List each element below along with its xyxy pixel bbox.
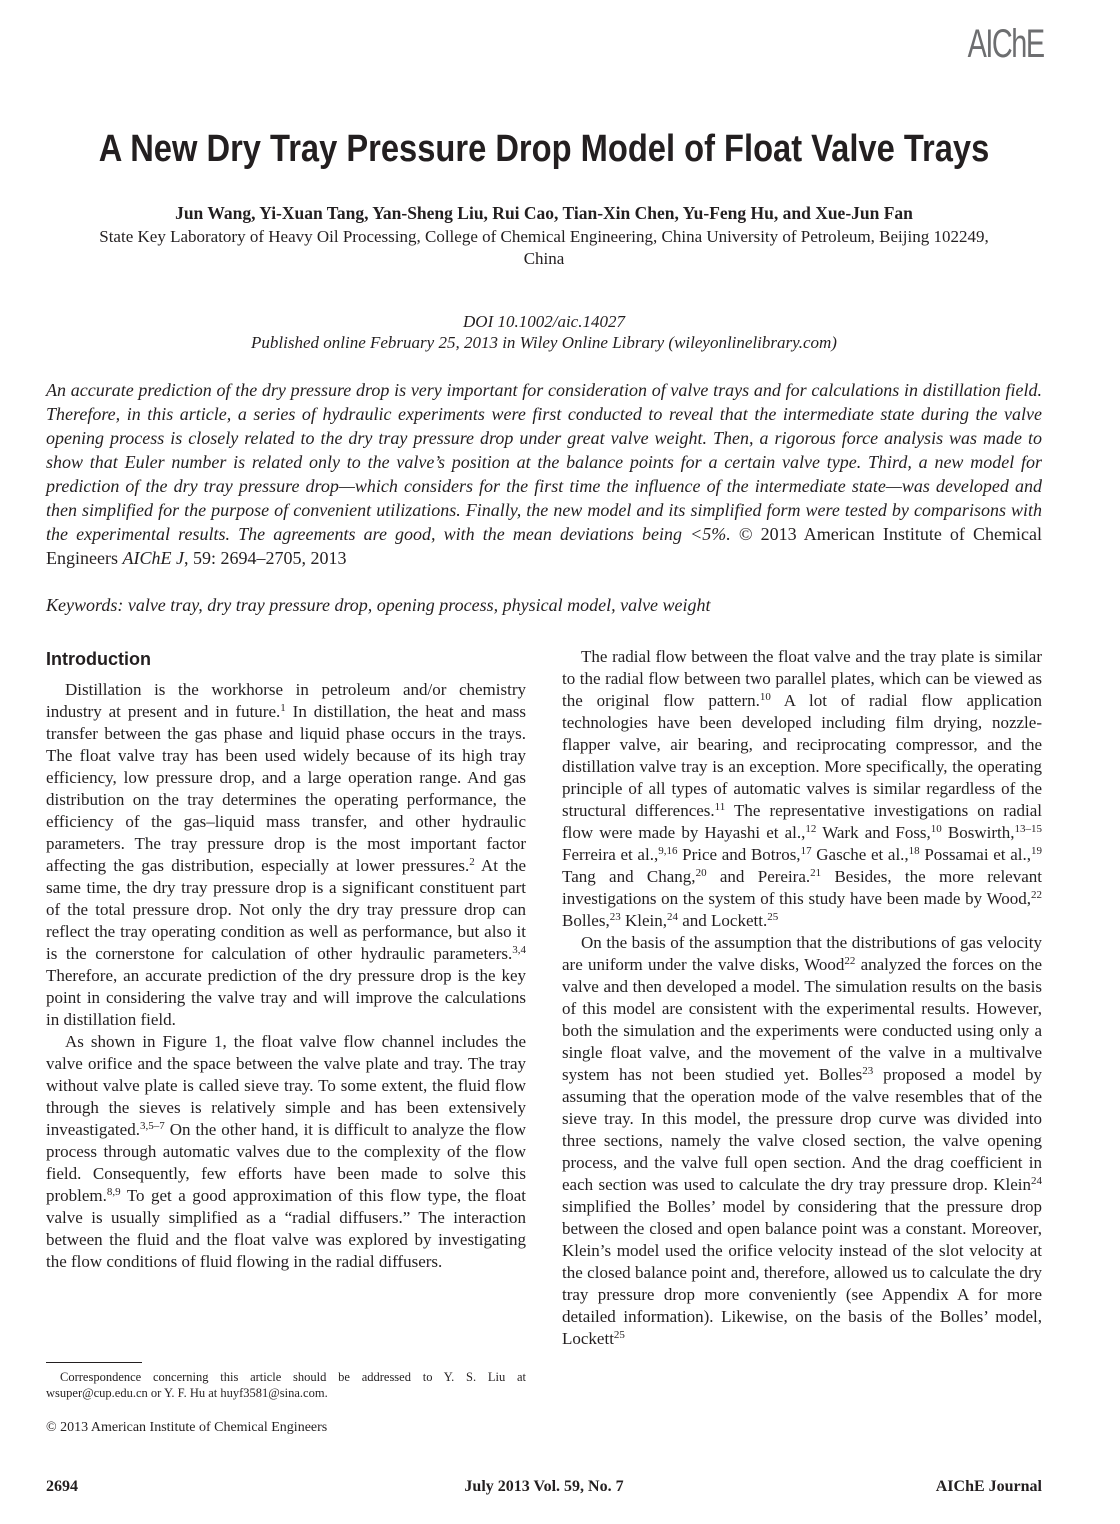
text-run: analyzed the forces on the valve and then developed a model. The simulation results on the basis of this model are consistent with the experimental results. However, both the simulation and the experiments were conducted using only a single float valve, and the movement of the valve in a multivalve system has not been studied yet. Bolles (562, 955, 1042, 1084)
abstract-citation: , 59: 2694–2705, 2013 (183, 548, 347, 568)
affiliation: State Key Laboratory of Heavy Oil Processing, College of Chemical Engineering, China University of Petroleum, Beijing 102249, China (99, 227, 989, 268)
abstract-journal: AIChE J (122, 548, 184, 568)
text-run: Bolles, (562, 911, 610, 930)
text-run: Klein, (620, 911, 667, 930)
text-run: Besides, the more relevant investigations on the system of this study have been made by Wood, (562, 867, 1042, 908)
citation-ref[interactable]: 2 (469, 856, 475, 868)
citation-ref[interactable]: 12 (805, 823, 817, 835)
journal-name: AIChE Journal (935, 1478, 1042, 1495)
text-run: Tang and Chang, (562, 867, 696, 886)
text-run: and Lockett. (677, 911, 768, 930)
text-run: A lot of radial flow application technologies have been developed including film drying, nozzle-flapper valve, air bearing, and reciprocating compressor, and the distillation valve tray is an exception. More specifically, the operating principle of all types of automatic valves is similar regardless of the structural differences. (562, 691, 1042, 820)
text-run: Wark and Foss, (816, 823, 931, 842)
text-run: Therefore, an accurate prediction of the dry pressure drop is the key point in considering the valve tray and will improve the calculations in distillation field. (46, 966, 526, 1029)
citation-ref[interactable]: 8,9 (106, 1186, 121, 1198)
text-run: Gasche et al., (811, 845, 909, 864)
text-run: simplified the Bolles’ model by considering that the pressure drop between the closed and open balance point was a constant. Moreover, Klein’s model used the orifice velocity instead of the slot velocity at the closed balance point and, therefore, allowed us to calculate the dry tray pressure drop more conveniently (see Appendix A for more detailed information). Likewise, on the basis of the Bolles’ model, Lockett (562, 1197, 1042, 1348)
aiche-logo: AIChE (967, 22, 1044, 66)
text-run: At the same time, the dry tray pressure drop is a significant constituent part of the total pressure drop. Not only the dry tray pressure drop can reflect the tray operating condition as well as performance, but also it is the cornerstone for calculation of other hydraulic parameters. (46, 856, 526, 963)
citation-ref[interactable]: 23 (862, 1065, 874, 1077)
citation-ref[interactable]: 24 (1031, 1175, 1042, 1187)
text-run: Ferreira et al., (562, 845, 659, 864)
citation-ref[interactable]: 17 (800, 845, 812, 857)
text-run: In distillation, the heat and mass transfer between the gas phase and liquid phase occurs in the trays. The float valve tray has been used widely because of its high tray efficiency, low pressure drop, and a large operation range. And gas distribution on the tray determines the operating performance, the efficiency of the gas–liquid mass transfer, and other hydraulic parameters. The tray pressure drop is the most important factor affecting the gas distribution, especially at lower pressures. (46, 702, 526, 875)
author-list: Jun Wang, Yi-Xuan Tang, Yan-Sheng Liu, Rui Cao, Tian-Xin Chen, Yu-Feng Hu, and Xue-Jun Fan (175, 203, 913, 223)
paragraph (562, 932, 1042, 1350)
article-title: A New Dry Tray Pressure Drop Model of Float Valve Trays (98, 128, 990, 170)
citation-ref[interactable]: 13–15 (1014, 823, 1042, 835)
text-run: proposed a model by assuming that the operation mode of the valve resembles that of the sieve tray. In this model, the pressure drop curve was divided into three sections, namely the valve closed section, the valve opening process, and the valve full open section. And the drag coefficient in each section was used to calculate the dry tray pressure drop. Klein (562, 1065, 1042, 1194)
citation-ref[interactable]: 21 (810, 867, 822, 879)
citation-ref[interactable]: 24 (666, 911, 678, 923)
citation-ref[interactable]: 10 (759, 691, 771, 703)
text-run: Possamai et al., (919, 845, 1031, 864)
abstract-text: An accurate prediction of the dry pressure drop is very important for consideration of valve trays and for calculations in distillation field. Therefore, in this article, a series of hydraulic experiments were first conducted to reveal that the intermediate state during the valve opening process is closely related to the dry tray pressure drop under great valve weight. Then, a rigorous force analysis was made to show that Euler number is related only to the valve’s position at the balance points for a certain valve type. Third, a new model for prediction of the dry tray pressure drop—which considers for the first time the influence of the intermediate state—was developed and then simplified for the purpose of convenient utilizations. Finally, the new model and its simplified form were tested by comparisons with the experimental results. The agreements are good, with the mean deviations being <5%. (46, 380, 1042, 544)
text-run: and Pereira. (706, 867, 811, 886)
citation-ref[interactable]: 22 (1031, 889, 1042, 901)
text-run: On the other hand, it is difficult to analyze the flow process through automatic valves due to the complexity of the flow field. Consequently, few efforts have been made to solve this problem. (46, 1120, 526, 1205)
doi[interactable]: DOI 10.1002/aic.14027 (463, 312, 625, 331)
paragraph (46, 679, 526, 1031)
text-run: As shown in Figure 1, the float valve flow channel includes the valve orifice and the space between the valve plate and tray. The tray without valve plate is called sieve tray. To some extent, the fluid flow through the sieves is relatively simple and has been extensively inveastigated. (46, 1032, 526, 1139)
text-run: The representative investigations on radial flow were made by Hayashi et al., (562, 801, 1042, 842)
text-run: Boswirth, (941, 823, 1015, 842)
citation-ref[interactable]: 1 (280, 702, 286, 714)
keywords: Keywords: valve tray, dry tray pressure drop, opening process, physical model, valve weight (46, 595, 711, 615)
citation-ref[interactable]: 11 (714, 801, 726, 813)
copyright-notice: © 2013 American Institute of Chemical Engineers (46, 1420, 328, 1435)
right-column (562, 646, 1042, 1350)
citation-ref[interactable]: 18 (908, 845, 920, 857)
citation-ref[interactable]: 23 (609, 911, 621, 923)
issue-info: July 2013 Vol. 59, No. 7 (464, 1478, 624, 1495)
citation-ref[interactable]: 9,16 (658, 845, 678, 857)
citation-ref[interactable]: 10 (930, 823, 942, 835)
page-number: 2694 (46, 1478, 78, 1495)
correspondence-text: Correspondence concerning this article should be addressed to Y. S. Liu at wsuper@cup.edu.cn or Y. F. Hu at huyf3581@sina.com. (46, 1370, 526, 1400)
page-footer (46, 1478, 1042, 1500)
paragraph (46, 1031, 526, 1273)
text-run: Distillation is the workhorse in petroleum and/or chemistry industry at present and in future. (46, 680, 526, 721)
text-run: On the basis of the assumption that the distributions of gas velocity are uniform under the valve disks, Wood (562, 933, 1042, 974)
abstract-copyright: © 2013 American Institute of Chemical Engineers (46, 524, 1043, 568)
text-run: To get a good approximation of this flow type, the float valve is usually simplified as a “radial diffusers.” The interaction between the fluid and the float valve was explored by investigating the flow conditions of fluid flowing in the radial diffusers. (46, 1186, 526, 1271)
abstract (46, 378, 1042, 570)
citation-ref[interactable]: 20 (695, 867, 707, 879)
text-run: The radial flow between the float valve and the tray plate is similar to the radial flow between two parallel plates, which can be viewed as the original flow pattern. (562, 647, 1042, 710)
citation-ref[interactable]: 3,5–7 (139, 1120, 165, 1132)
correspondence-footnote (46, 1369, 526, 1401)
left-column (46, 647, 526, 1273)
citation-ref[interactable]: 25 (613, 1329, 625, 1341)
text-run: Price and Botros, (677, 845, 801, 864)
citation-ref[interactable]: 25 (767, 911, 779, 923)
citation-ref[interactable]: 22 (844, 955, 856, 967)
paragraph (562, 646, 1042, 932)
section-heading-introduction: Introduction (46, 649, 151, 669)
citation-ref[interactable]: 3,4 (512, 944, 526, 956)
footnote-divider (46, 1362, 142, 1363)
publication-info: Published online February 25, 2013 in Wiley Online Library (wileyonlinelibrary.com) (251, 333, 837, 352)
citation-ref[interactable]: 19 (1030, 845, 1042, 857)
